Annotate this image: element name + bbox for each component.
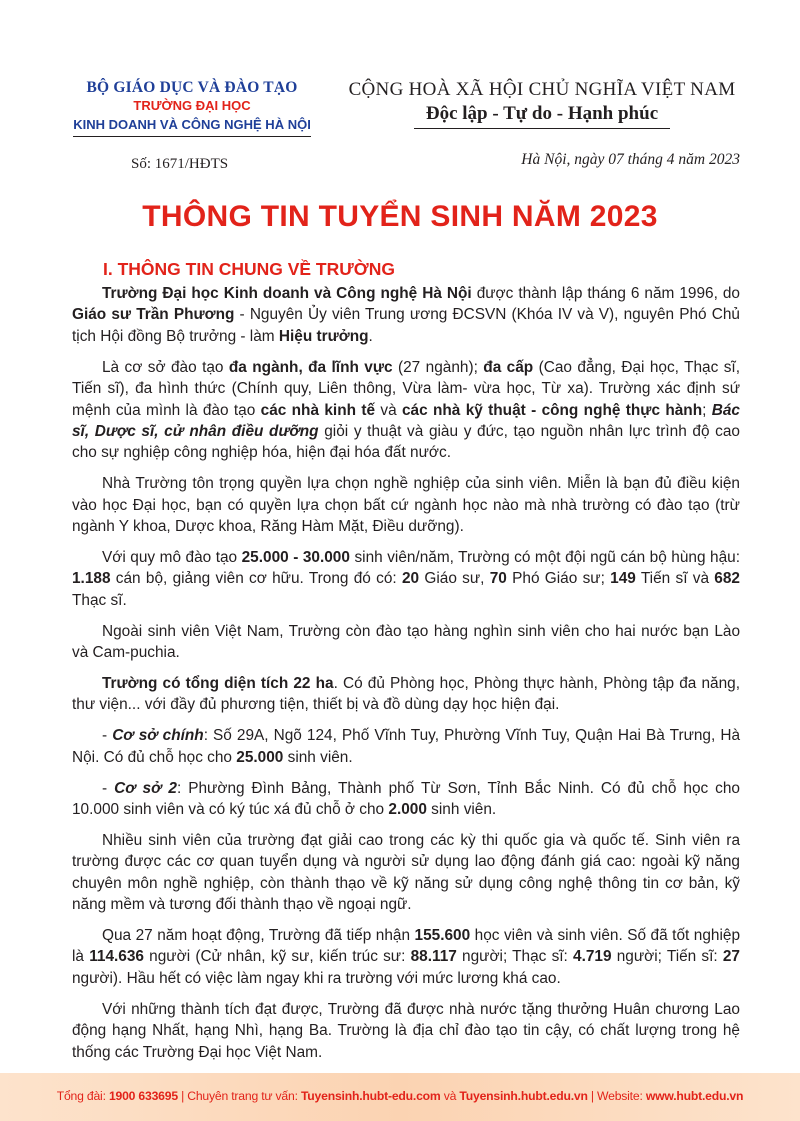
document-number: Số: 1671/HĐTS xyxy=(131,156,229,172)
founder-name: Giáo sư Trần Phương xyxy=(72,306,235,324)
school-full-name: Trường Đại học Kinh doanh và Công nghệ Hà Nội xyxy=(102,285,472,302)
paragraph-mission: Là cơ sở đào tạo đa ngành, đa lĩnh vực (27 ngành); đa cấp (Cao đẳng, Đại học, Thạc sĩ, Tiến sĩ), đa hình thức (Chính quy, Liên thông, Vừa làm- vừa học, Từ xa). Trường xác định sứ mệnh của mình là đào tạo các nhà kinh tế và các nhà kỹ thuật - công nghệ thực hành; Bác sĩ, Dược sĩ, cử nhân điều dưỡng giỏi y thuật và giàu y đức, tạo nguồn nhân lực trình độ cao cho sự nghiệp công nghiệp hóa, hiện đại hóa đất nước. xyxy=(72,358,740,462)
website-link[interactable]: www.hubt.edu.vn xyxy=(645,1089,744,1103)
admissions-link-1[interactable]: Tuyensinh.hubt-edu.com xyxy=(300,1089,441,1103)
admissions-link-2[interactable]: Tuyensinh.hubt.edu.vn xyxy=(459,1089,588,1103)
hotline-number[interactable]: 1900 633695 xyxy=(108,1089,178,1103)
ministry-name: BỘ GIÁO DỤC VÀ ĐÀO TẠO xyxy=(86,79,298,96)
rector-title: Hiệu trưởng xyxy=(278,327,369,345)
paragraph-international: Ngoài sinh viên Việt Nam, Trường còn đào tạo hàng nghìn sinh viên cho hai nước bạn Lào và Cam-puchia. xyxy=(72,622,740,662)
paragraph-main-campus: - Cơ sở chính: Số 29A, Ngõ 124, Phố Vĩnh Tuy, Phường Vĩnh Tuy, Quận Hai Bà Trưng, Hà Nội. Có đủ chỗ học cho 25.000 sinh viên. xyxy=(72,727,740,766)
right-header xyxy=(336,78,748,129)
paragraph-campus-area: Trường có tổng diện tích 22 ha. Có đủ Phòng học, Phòng thực hành, Phòng tập đa năng, thư viện... với đầy đủ phương tiện, thiết bị và đồ dùng dạy học hiện đại. xyxy=(72,675,740,714)
school-name-line2: KINH DOANH VÀ CÔNG NGHỆ HÀ NỘI xyxy=(73,117,311,132)
country-name: CỘNG HOÀ XÃ HỘI CHỦ NGHĨA VIỆT NAM xyxy=(348,79,736,100)
right-header-divider xyxy=(414,128,670,129)
left-header xyxy=(72,78,312,137)
paragraph-awards: Với những thành tích đạt được, Trường đã được nhà nước tặng thưởng Huân chương Lao động hạng Nhất, hạng Nhì, hạng Ba. Trường là địa chỉ đào tạo tin cậy, có chất lượng trong hệ thống các Trường Đại học Việt Nam. xyxy=(72,1000,740,1061)
paragraph-achievements: Nhiều sinh viên của trường đạt giải cao trong các kỳ thi quốc gia và quốc tế. Sinh viên ra trường được các cơ quan tuyển dụng và người sử dụng lao động đánh giá cao: ngoài kỹ năng chuyên môn nghề nghiệp, còn thành thạo về kỹ năng sử dụng công nghệ thông tin cơ bản, kỹ năng mềm và tương đối thành thạo về ngoại ngữ. xyxy=(72,831,740,914)
document-date: Hà Nội, ngày 07 tháng 4 năm 2023 xyxy=(521,151,740,168)
section-heading: I. THÔNG TIN CHUNG VỀ TRƯỜNG xyxy=(103,259,395,279)
footer-contact: Tổng đài: 1900 633695 | Chuyên trang tư vấn: Tuyensinh.hubt-edu.com và Tuyensinh.hubt.edu.vn | Website: www.hubt.edu.vn xyxy=(56,1089,744,1103)
paragraph-staff: Với quy mô đào tạo 25.000 - 30.000 sinh viên/năm, Trường có một đội ngũ cán bộ hùng hậu: 1.188 cán bộ, giảng viên cơ hữu. Trong đó có: 20 Giáo sư, 70 Phó Giáo sư; 149 Tiến sĩ và 682 Thạc sĩ. xyxy=(72,548,740,609)
document-body xyxy=(72,283,740,1073)
paragraph-career-choice: Nhà Trường tôn trọng quyền lựa chọn nghề nghiệp của sinh viên. Miễn là bạn đủ điều kiện vào học Đại học, bạn có quyền lựa chọn bất cứ ngành học nào mà nhà trường có đào tạo (trừ ngành Y khoa, Dược khoa, Răng Hàm Mặt, Điều dưỡng). xyxy=(72,475,740,536)
paragraph-graduates: Qua 27 năm hoạt động, Trường đã tiếp nhận 155.600 học viên và sinh viên. Số đã tốt nghiệp là 114.636 người (Cử nhân, kỹ sư, kiến trúc sư: 88.117 người; Thạc sĩ: 4.719 người; Tiến sĩ: 27 người). Hầu hết có việc làm ngay khi ra trường với mức lương khá cao. xyxy=(72,927,740,987)
school-name-line1: TRƯỜNG ĐẠI HỌC xyxy=(133,98,251,113)
national-motto: Độc lập - Tự do - Hạnh phúc xyxy=(425,103,659,124)
paragraph-founding: Trường Đại học Kinh doanh và Công nghệ Hà Nội được thành lập tháng 6 năm 1996, do Giáo sư Trần Phương - Nguyên Ủy viên Trung ương ĐCSVN (Khóa IV và V), nguyên Phó Chủ tịch Hội đồng Bộ trưởng - làm Hiệu trưởng. xyxy=(72,285,740,345)
page-title: THÔNG TIN TUYỂN SINH NĂM 2023 xyxy=(142,200,658,233)
paragraph-second-campus: - Cơ sở 2: Phường Đình Bảng, Thành phố Từ Sơn, Tỉnh Bắc Ninh. Có đủ chỗ học cho 10.000 sinh viên và có ký túc xá đủ chỗ ở cho 2.000 sinh viên. xyxy=(72,779,740,819)
left-header-divider xyxy=(73,136,311,137)
